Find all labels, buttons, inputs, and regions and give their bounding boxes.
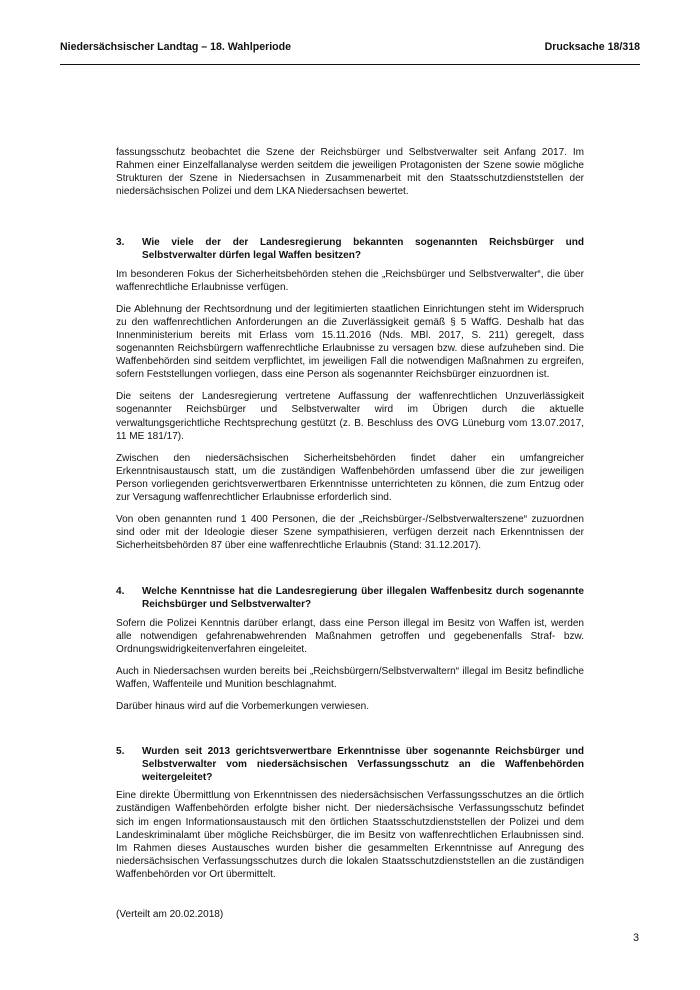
document-body	[116, 146, 584, 890]
question-number: 5.	[116, 746, 125, 758]
page-header	[60, 41, 640, 53]
header-title: Niedersächsischer Landtag – 18. Wahlperiode	[60, 41, 291, 53]
question-number: 4.	[116, 586, 125, 598]
answer-paragraph: Die seitens der Landesregierung vertretene Auffassung der waffenrechtlichen Unzuverlässigkeit sogenannter Reichsbürger und Selbstverwalter wird im Übrigen durch die aktuelle verwaltungsgerichtliche Rechtsprechung gestützt (z. B. Beschluss des OVG Lüneburg vom 13.07.2017, 11 ME 181/17).	[116, 391, 584, 442]
answer-paragraph: Zwischen den niedersächsischen Sicherheitsbehörden findet daher ein umfangreicher Erkenntnisaustausch statt, um die zuständigen Waffenbehörden umfassend über die zur jeweiligen Person vorliegenden gerichtsverwertbaren Erkenntnisse unterrichteten zu können, die zum Entzug oder zur Versagung waffenrechtlicher Erlaubnisse erforderlich sind.	[116, 452, 584, 503]
question-3	[116, 236, 584, 262]
page-number: 3	[633, 932, 639, 944]
intro-paragraph: fassungsschutz beobachtet die Szene der Reichsbürger und Selbstverwalter seit Anfang 2017. Im Rahmen einer Einzelfallanalyse werden seitdem die jeweiligen Protagonisten der Szene sowie mögliche Strukturen der Szene in Niedersachsen in Zusammenarbeit mit den Staatsschutzdienststellen der niedersächsischen Polizei und dem LKA Niedersachsen bewertet.	[116, 147, 584, 198]
question-4	[116, 585, 584, 611]
header-divider	[60, 64, 640, 65]
answer-paragraph: Sofern die Polizei Kenntnis darüber erlangt, dass eine Person illegal im Besitz von Waffen ist, werden alle notwendigen gefahrenabwehrenden Maßnahmen getroffen und gegebenenfalls Straf- bzw. Ordnungswidrigkeitenverfahren eingeleitet.	[116, 617, 584, 655]
distribution-date: (Verteilt am 20.02.2018)	[116, 909, 224, 920]
question-text: Welche Kenntnisse hat die Landesregierung über illegalen Waffenbesitz durch sogenannte Reichsbürger und Selbstverwalter?	[142, 586, 584, 611]
answer-paragraph: Darüber hinaus wird auf die Vorbemerkungen verwiesen.	[116, 701, 369, 712]
answer-paragraph: Im besonderen Fokus der Sicherheitsbehörden stehen die „Reichsbürger und Selbstverwalter“, die über waffenrechtliche Erlaubnisse verfügen.	[116, 268, 584, 293]
question-text: Wurden seit 2013 gerichtsverwertbare Erkenntnisse über sogenannte Reichsbürger und Selbstverwalter vom niedersächsischen Verfassungsschutz an die Waffenbehörden weitergeleitet?	[142, 746, 584, 784]
answer-paragraph: Eine direkte Übermittlung von Erkenntnissen des niedersächsischen Verfassungsschutzes an die örtlich zuständigen Waffenbehörden erfolgte bisher nicht. Der niedersächsische Verfassungsschutz befindet sich im engen Informationsaustausch mit den örtlichen Staatsschutzdienststellen der Polizei und dem Landeskriminalamt über mögliche Reichsbürger, die im Besitz von waffenrechtlichen Erlaubnissen sind. Im Rahmen dieses Austausches wurden bisher die gesammelten Erkenntnisse auf Anregung des niedersächsischen Verfassungsschutzes durch die lokalen Staatsschutzdienststellen an die zuständigen Waffenbehörden vor Ort übermittelt.	[116, 790, 584, 880]
answer-paragraph: Auch in Niedersachsen wurden bereits bei „Reichsbürgern/Selbstverwaltern“ illegal im Besitz befindliche Waffen, Waffenteile und Munition beschlagnahmt.	[116, 665, 584, 690]
question-text: Wie viele der der Landesregierung bekannten sogenannten Reichsbürger und Selbstverwalter dürfen legal Waffen besitzen?	[142, 237, 584, 262]
answer-paragraph: Die Ablehnung der Rechtsordnung und der legitimierten staatlichen Einrichtungen steht im Widerspruch zu den waffenrechtlichen Anforderungen an die Zuverlässigkeit gemäß § 5 WaffG. Deshalb hat das Innenministerium bereits mit Erlass vom 15.11.2016 (Nds. MBl. 2017, S. 211) geregelt, dass sogenannten Reichsbürgern waffenrechtliche Erlaubnisse zu versagen bzw. diese aufzuheben sind. Die Waffenbehörden sind seitdem verpflichtet, im jeweiligen Fall die notwendigen Maßnahmen zu ergreifen, sofern Feststellungen vorliegen, dass eine Person als sogenannter Reichsbürger einzuordnen ist.	[116, 303, 584, 381]
answer-paragraph: Von oben genannten rund 1 400 Personen, die der „Reichsbürger-/Selbstverwalterszene“ zuzuordnen sind oder mit der Ideologie dieser Szene sympathisieren, verfügen derzeit nach Erkenntnissen der Sicherheitsbehörden 87 über eine waffenrechtliche Erlaubnis (Stand: 31.12.2017).	[116, 514, 584, 552]
question-5	[116, 745, 584, 784]
document-number: Drucksache 18/318	[544, 41, 640, 53]
question-number: 3.	[116, 237, 125, 249]
